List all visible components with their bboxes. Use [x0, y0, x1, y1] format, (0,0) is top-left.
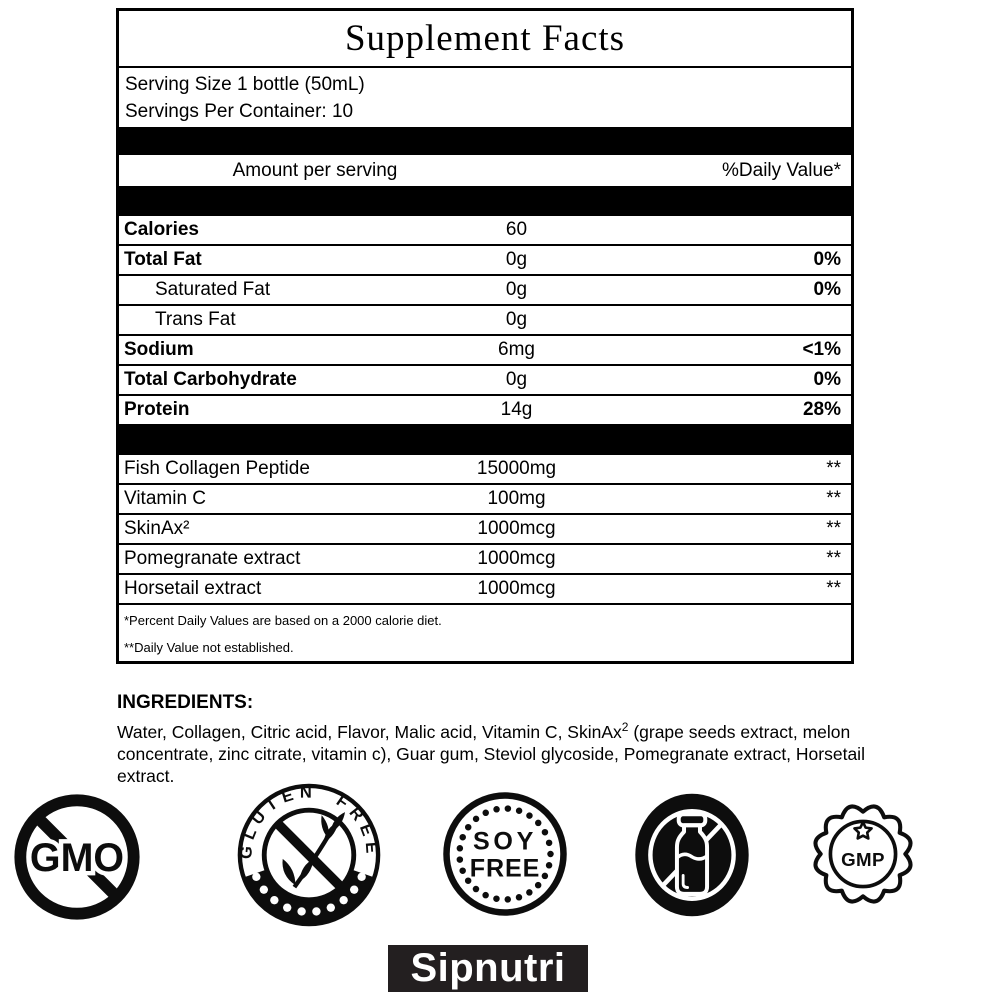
nutrient-name: Total Carbohydrate	[124, 369, 297, 390]
nutrient-row-calories	[119, 216, 851, 246]
gluten-free-badge-label: GLUTEN FREE	[236, 782, 382, 860]
nutrient-dv: 0%	[813, 369, 841, 390]
panel-title: Supplement Facts	[119, 11, 851, 68]
gluten-free-badge-icon	[236, 782, 382, 928]
serving-size-line: Serving Size 1 bottle (50mL)	[125, 74, 365, 95]
supplement-dv: **	[826, 458, 841, 479]
soy-free-badge-icon	[440, 789, 570, 919]
supplement-amount: 1000mcg	[477, 518, 556, 539]
supplement-name: Fish Collagen Peptide	[124, 458, 310, 479]
gmp-badge-icon	[806, 797, 920, 911]
ingredients-section	[117, 692, 865, 787]
nutrient-amount: 0g	[505, 309, 528, 330]
nutrient-amount: 60	[505, 219, 528, 240]
nutrient-row-total-carbohydrate	[119, 366, 851, 396]
brand-bar	[388, 945, 588, 992]
milk-bottle-icon	[677, 814, 707, 894]
ingredients-text	[117, 716, 865, 787]
non-gmo-badge-icon	[8, 788, 146, 926]
nutrient-dv: 0%	[813, 279, 841, 300]
supplement-dv: **	[826, 518, 841, 539]
gmp-badge-label: GMP	[841, 849, 885, 871]
nutrient-amount: 0g	[505, 369, 528, 390]
brand-name: Sipnutri	[410, 946, 566, 990]
separator-bar	[119, 186, 851, 216]
daily-value-header: %Daily Value*	[722, 159, 841, 181]
nutrient-name: Calories	[124, 219, 199, 240]
supplement-row-horsetail	[119, 575, 851, 605]
supplement-amount: 1000mcg	[477, 578, 556, 599]
table-header-row	[119, 155, 851, 186]
supplement-name: SkinAx²	[124, 518, 190, 539]
nutrient-amount: 14g	[500, 399, 533, 420]
ingredients-text-part1: Water, Collagen, Citric acid, Flavor, Malic acid, Vitamin C, SkinAx	[117, 721, 622, 742]
nutrient-name: Protein	[124, 399, 190, 420]
supplement-name: Pomegranate extract	[124, 548, 301, 569]
nutrient-name: Trans Fat	[155, 309, 236, 330]
supplement-amount: 15000mg	[476, 458, 557, 479]
ingredients-heading: INGREDIENTS:	[117, 692, 254, 713]
supplement-name: Horsetail extract	[124, 578, 262, 599]
supplement-dv: **	[826, 488, 841, 509]
soy-free-badge-line2: FREE	[469, 854, 541, 883]
supplement-dv: **	[826, 548, 841, 569]
ingredients-text-part2: (grape seeds extract, melon concentrate, zinc citrate, vitamin c), Guar gum, Steviol glycoside, Pomegranate extract, Horsetail extract.	[117, 721, 865, 786]
footnote-percent-daily-values: *Percent Daily Values are based on a 2000 calorie diet.	[124, 613, 442, 628]
separator-bar	[119, 426, 851, 455]
soy-free-badge-line1: SOY	[472, 827, 538, 856]
nutrient-name: Saturated Fat	[155, 279, 271, 300]
supplement-row-vitamin-c	[119, 485, 851, 515]
supplement-facts-panel	[116, 8, 854, 664]
nutrient-dv: 28%	[802, 399, 841, 420]
supplement-row-fish-collagen	[119, 455, 851, 485]
servings-per-container-line: Servings Per Container: 10	[125, 101, 354, 122]
separator-bar	[119, 127, 851, 155]
supplement-amount: 100mg	[487, 488, 546, 509]
nutrient-amount: 0g	[505, 249, 528, 270]
nutrient-amount: 0g	[505, 279, 528, 300]
gmo-badge-label: GMO	[29, 835, 125, 880]
supplement-name: Vitamin C	[124, 488, 207, 509]
nutrient-row-protein	[119, 396, 851, 426]
nutrient-row-trans-fat	[119, 306, 851, 336]
nutrient-dv: 0%	[813, 249, 841, 270]
nutrient-name: Sodium	[124, 339, 194, 360]
nutrient-row-total-fat	[119, 246, 851, 276]
supplement-row-pomegranate	[119, 545, 851, 575]
supplement-amount: 1000mcg	[477, 548, 556, 569]
ingredients-superscript: 2	[621, 720, 629, 734]
nutrient-dv: <1%	[802, 339, 841, 360]
amount-per-serving-header: Amount per serving	[232, 159, 398, 181]
footnotes	[119, 605, 851, 661]
dairy-free-badge-icon	[630, 790, 754, 920]
nutrient-row-sodium	[119, 336, 851, 366]
nutrient-row-saturated-fat	[119, 276, 851, 306]
supplement-dv: **	[826, 578, 841, 599]
supplement-row-skinax	[119, 515, 851, 545]
footnote-daily-value-not-established: **Daily Value not established.	[124, 640, 294, 655]
nutrient-amount: 6mg	[498, 339, 535, 360]
nutrient-name: Total Fat	[124, 249, 202, 270]
